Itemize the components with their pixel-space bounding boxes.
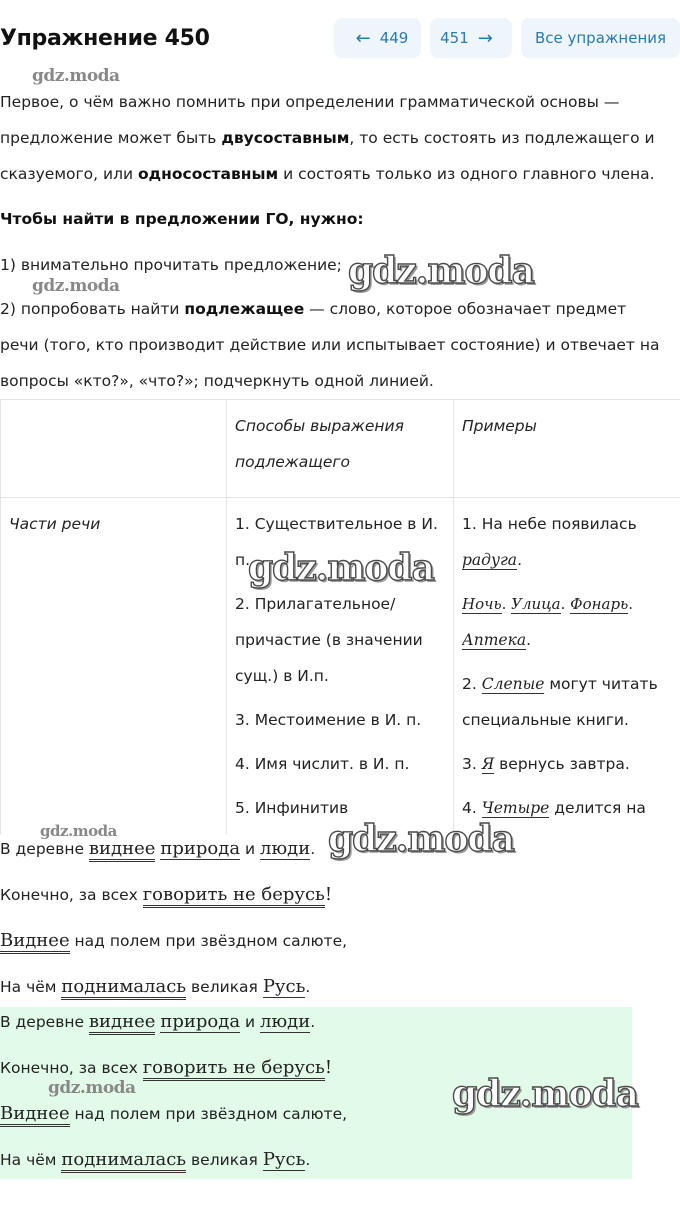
intro-line-2: предложение может быть двусоставным, то есть состоять из подлежащего и (0, 129, 655, 147)
table-header-ways: Способы выражения подлежащего (227, 400, 454, 498)
watermark: gdz.moda (32, 276, 120, 296)
watermark: gdz.moda (248, 547, 434, 589)
watermark: gdz.moda (348, 250, 534, 292)
poem-line-1: В деревне виднее природа и люди. (0, 1011, 315, 1032)
poem-line-3: Виднее над полем при звёздном салюте, (0, 930, 347, 951)
poem-line-4: На чём поднималась великая Русь. (0, 976, 310, 997)
poem-line-4: На чём поднималась великая Русь. (0, 1149, 310, 1170)
watermark: gdz.moda (452, 1073, 638, 1115)
arrow-left-icon: ← (355, 27, 371, 49)
table-examples-cell: 1. На небе появилась радуга. Ночь. Улица. Фонарь. Аптека. 2. Слепые могут читать специальные книги. 3. Я вернусь завтра. 4. Четыре делится на (454, 498, 680, 835)
poem-line-1: В деревне виднее природа и люди. (0, 838, 315, 859)
list-item: 5. Инфинитив (235, 799, 349, 817)
table-header-examples: Примеры (454, 400, 680, 498)
page-header (0, 0, 680, 76)
watermark: gdz.moda (328, 818, 514, 860)
arrow-right-icon: → (477, 27, 493, 49)
poem-line-3: Виднее над полем при звёздном салюте, (0, 1103, 347, 1124)
list-item: 1. Существительное в И. (235, 515, 438, 533)
table-header-row (1, 400, 680, 498)
list-item: 4. Имя числит. в И. п. (235, 755, 410, 773)
list-item: сущ.) в И.п. (235, 667, 329, 685)
table-cell-empty (1, 400, 227, 498)
steps-heading: Чтобы найти в предложении ГО, нужно: (0, 210, 364, 228)
page-title: Упражнение 450 (0, 26, 210, 51)
poem-line-2: Конечно, за всех говорить не берусь! (0, 884, 332, 905)
prev-exercise-button[interactable]: ← 449 (334, 18, 421, 58)
list-item: 3. Местоимение в И. п. (235, 711, 422, 729)
table-row-label: Части речи (1, 498, 227, 835)
list-item: причастие (в значении (235, 631, 423, 649)
list-item: 2. Прилагательное/ (235, 595, 396, 613)
watermark: gdz.moda (40, 822, 117, 840)
step-2-line-2: речи (того, кто производит действие или испытывает состояние) и отвечает на (0, 336, 660, 354)
watermark: gdz.moda (32, 66, 120, 86)
subject-table (0, 399, 680, 835)
list-item: п. (235, 551, 251, 569)
all-exercises-button[interactable]: Все упражнения (521, 18, 680, 58)
next-exercise-button[interactable]: 451 → (430, 18, 512, 58)
intro-line-1: Первое, о чём важно помнить при определении грамматической основы — (0, 93, 620, 111)
poem-line-2: Конечно, за всех говорить не берусь! (0, 1057, 332, 1078)
step-2-line-3: вопросы «кто?», «что?»; подчеркнуть одной линией. (0, 372, 434, 390)
step-1: 1) внимательно прочитать предложение; (0, 256, 342, 274)
intro-line-3: сказуемого, или односоставным и состоять только из одного главного члена. (0, 165, 655, 183)
watermark: gdz.moda (48, 1078, 136, 1098)
step-2-line-1: 2) попробовать найти подлежащее — слово, которое обозначает предмет (0, 300, 627, 318)
